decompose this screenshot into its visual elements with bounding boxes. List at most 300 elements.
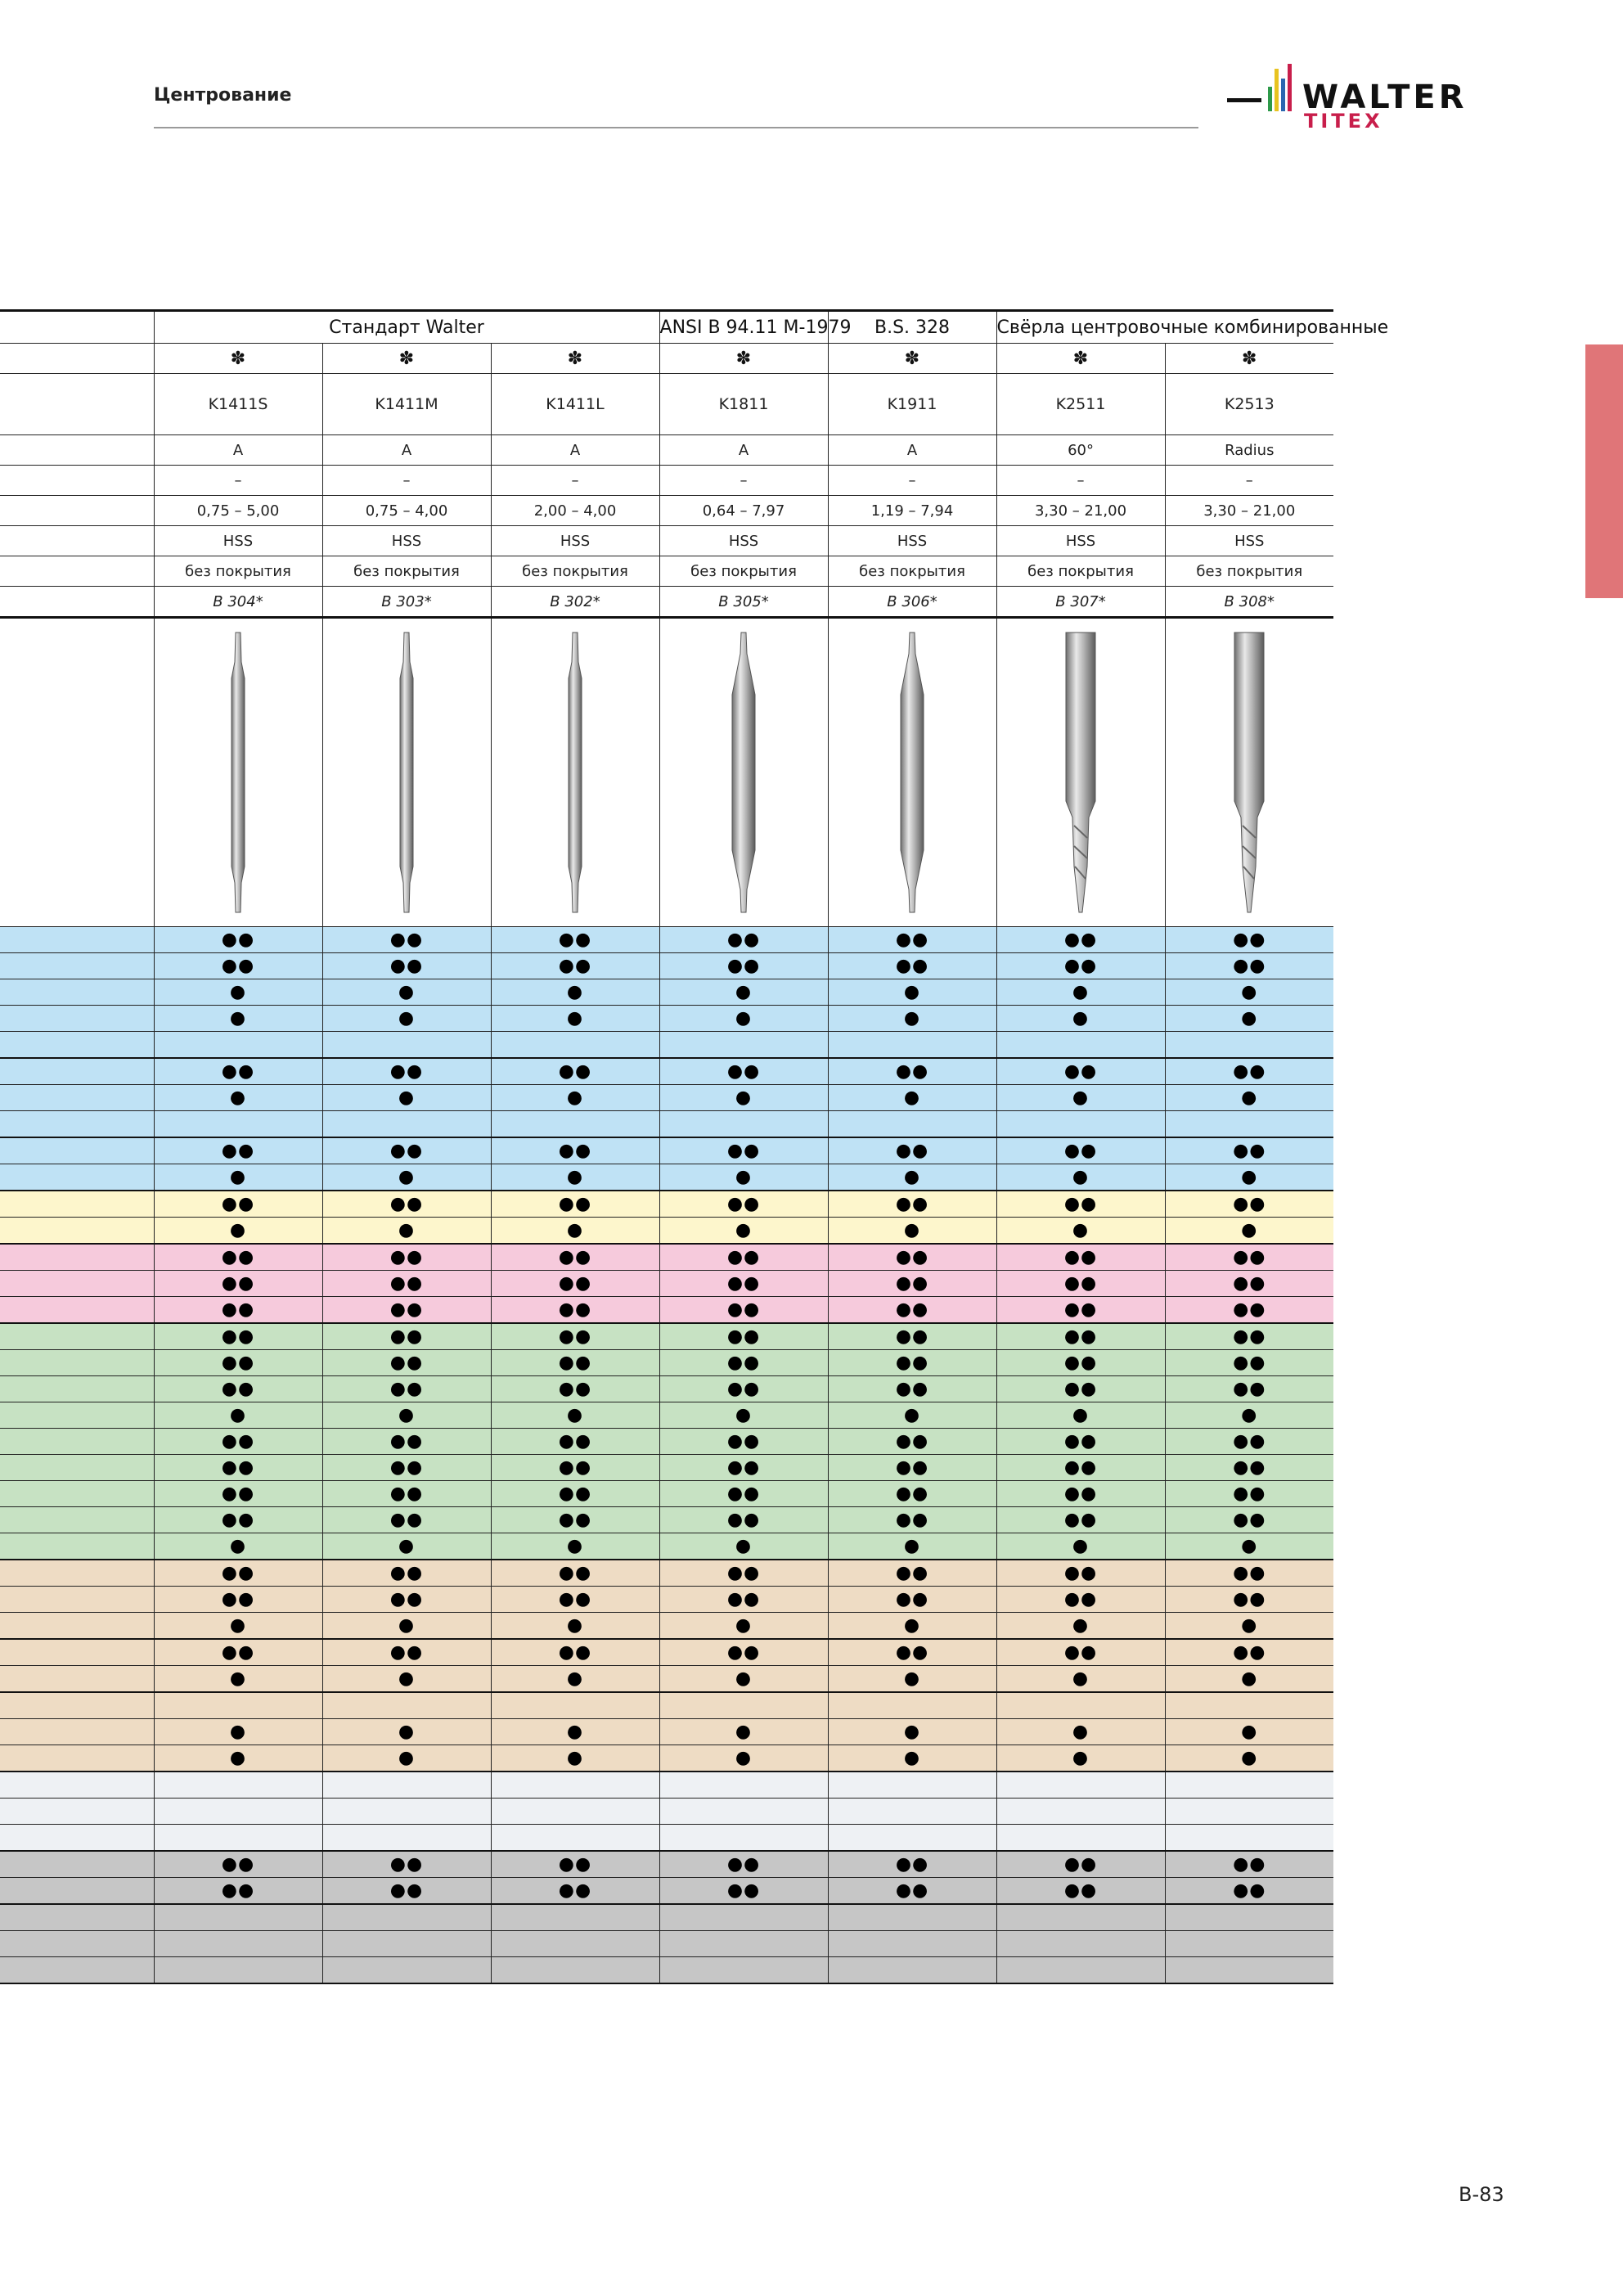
row-label-cell xyxy=(0,979,154,1006)
suitability-rating: ●● xyxy=(154,1376,322,1402)
suitability-rating xyxy=(1165,1799,1333,1825)
suitability-rating: ●● xyxy=(996,1560,1165,1587)
suitability-rating: ● xyxy=(491,1085,659,1111)
suitability-rating: ●● xyxy=(154,1191,322,1218)
suitability-rating: ●● xyxy=(1165,1271,1333,1297)
material-suitability-row xyxy=(0,1851,1333,1878)
row-label-cell xyxy=(0,1323,154,1350)
suitability-rating: ●● xyxy=(828,927,996,953)
row-label-cell xyxy=(0,1164,154,1191)
coating-row xyxy=(0,556,1333,587)
suitability-rating xyxy=(1165,1111,1333,1138)
tool-type-symbol-icon: ✽ xyxy=(735,348,752,369)
suitability-rating: ● xyxy=(322,1085,491,1111)
suitability-rating: ● xyxy=(491,1218,659,1245)
suitability-rating: ● xyxy=(828,1745,996,1772)
row-label-cell xyxy=(0,1006,154,1032)
suitability-rating: ●● xyxy=(828,1271,996,1297)
suitability-rating: ●● xyxy=(659,1058,828,1085)
suitability-rating: ●● xyxy=(491,1297,659,1324)
suitability-rating: ●● xyxy=(322,1297,491,1324)
suitability-rating: ●● xyxy=(154,1639,322,1666)
suitability-rating: ● xyxy=(1165,1533,1333,1560)
group-ansi: ANSI B 94.11 M-1979 xyxy=(659,311,828,344)
suitability-rating: ● xyxy=(996,1085,1165,1111)
page-number: B-83 xyxy=(1459,2183,1504,2206)
suitability-rating xyxy=(996,1032,1165,1059)
suitability-rating: ●● xyxy=(1165,1429,1333,1455)
step-drill-image xyxy=(1056,629,1105,916)
suitability-rating: ● xyxy=(322,1613,491,1640)
tool-material: HSS xyxy=(996,526,1165,556)
suitability-rating xyxy=(491,1825,659,1852)
material-suitability-row xyxy=(0,1058,1333,1085)
suitability-rating xyxy=(996,1957,1165,1984)
suitability-rating xyxy=(828,1825,996,1852)
suitability-rating: ●● xyxy=(322,927,491,953)
tool-type-symbol-cell xyxy=(322,344,491,374)
tool-type-symbol-cell xyxy=(491,344,659,374)
suitability-rating: ● xyxy=(659,1402,828,1429)
suitability-rating: ●● xyxy=(1165,953,1333,979)
suitability-rating: ●● xyxy=(659,1560,828,1587)
row-label-cell xyxy=(0,496,154,526)
row-label-cell xyxy=(0,466,154,496)
suitability-rating: ●● xyxy=(996,1481,1165,1507)
suitability-rating: ● xyxy=(996,1006,1165,1032)
suitability-rating: ●● xyxy=(322,1507,491,1533)
suitability-rating: ●● xyxy=(491,1455,659,1481)
suitability-rating: ● xyxy=(828,1533,996,1560)
suitability-rating: ● xyxy=(996,1666,1165,1693)
form-value: A xyxy=(828,435,996,466)
suitability-rating: ● xyxy=(322,979,491,1006)
row-label-cell xyxy=(0,1507,154,1533)
suitability-rating: ●● xyxy=(659,1587,828,1613)
row-label-cell xyxy=(0,311,154,344)
suitability-rating: ●● xyxy=(491,1137,659,1164)
suitability-rating: ●● xyxy=(1165,1137,1333,1164)
row-label-cell xyxy=(0,1376,154,1402)
row-label-cell xyxy=(0,1560,154,1587)
suitability-rating: ●● xyxy=(322,1271,491,1297)
suitability-rating: ● xyxy=(659,1719,828,1745)
suitability-rating: ●● xyxy=(996,953,1165,979)
walter-titex-logo xyxy=(1227,59,1505,133)
row-label-cell xyxy=(0,1085,154,1111)
suitability-rating xyxy=(996,1692,1165,1719)
tool-symbol-row xyxy=(0,344,1333,374)
row-label-cell xyxy=(0,1639,154,1666)
suitability-rating xyxy=(996,1825,1165,1852)
suitability-rating xyxy=(491,1799,659,1825)
material-suitability-row xyxy=(0,1006,1333,1032)
form-value: A xyxy=(154,435,322,466)
suitability-rating: ●● xyxy=(322,953,491,979)
suitability-rating: ●● xyxy=(659,1639,828,1666)
tool-image-cell xyxy=(996,618,1165,927)
tool-material: HSS xyxy=(154,526,322,556)
suitability-rating: ● xyxy=(491,1613,659,1640)
suitability-rating: ● xyxy=(828,1164,996,1191)
row-label-cell xyxy=(0,1402,154,1429)
suitability-rating: ●● xyxy=(1165,1455,1333,1481)
suitability-rating: ●● xyxy=(828,1481,996,1507)
suitability-rating xyxy=(659,1825,828,1852)
group-combined-center-drills: Свёрла центровочные комбинированные xyxy=(996,311,1333,344)
coating: без покрытия xyxy=(1165,556,1333,587)
suitability-rating xyxy=(659,1799,828,1825)
suitability-rating: ● xyxy=(828,1613,996,1640)
suitability-rating: ●● xyxy=(659,1137,828,1164)
suitability-rating: ●● xyxy=(491,1244,659,1271)
suitability-rating: ●● xyxy=(322,1560,491,1587)
suitability-rating: ●● xyxy=(154,1058,322,1085)
tool-type-symbol-cell xyxy=(996,344,1165,374)
suitability-rating: ●● xyxy=(491,1560,659,1587)
suitability-rating: ●● xyxy=(1165,1507,1333,1533)
suitability-rating: ● xyxy=(659,979,828,1006)
suitability-rating: ● xyxy=(1165,1666,1333,1693)
tool-type-symbol-icon: ✽ xyxy=(904,348,920,369)
coating: без покрытия xyxy=(322,556,491,587)
suitability-rating: ●● xyxy=(996,1851,1165,1878)
row-label-cell xyxy=(0,556,154,587)
row-label-cell xyxy=(0,1058,154,1085)
suitability-rating xyxy=(659,1931,828,1957)
coating: без покрытия xyxy=(659,556,828,587)
material-suitability-row xyxy=(0,1799,1333,1825)
suitability-rating xyxy=(996,1904,1165,1931)
suitability-rating: ● xyxy=(322,1719,491,1745)
suitability-rating: ●● xyxy=(154,1851,322,1878)
material-suitability-row xyxy=(0,1323,1333,1350)
suitability-rating xyxy=(154,1799,322,1825)
suitability-rating: ●● xyxy=(1165,1481,1333,1507)
tool-type-symbol-icon: ✽ xyxy=(398,348,415,369)
suitability-rating: ●● xyxy=(659,1455,828,1481)
suitability-rating: ●● xyxy=(659,1429,828,1455)
suitability-rating: ●● xyxy=(828,1191,996,1218)
suitability-rating xyxy=(828,1111,996,1138)
suitability-rating xyxy=(322,1772,491,1799)
type-code: K1811 xyxy=(659,374,828,435)
row-label-cell xyxy=(0,1931,154,1957)
suitability-rating xyxy=(154,1957,322,1984)
suitability-rating: ● xyxy=(322,1666,491,1693)
row-label-cell xyxy=(0,1666,154,1693)
material-suitability-row xyxy=(0,1745,1333,1772)
suitability-rating: ● xyxy=(491,1006,659,1032)
suitability-rating xyxy=(491,1957,659,1984)
suitability-rating xyxy=(154,1032,322,1059)
suitability-rating: ●● xyxy=(491,1323,659,1350)
section-tab-marker xyxy=(1585,344,1623,598)
row-label-cell xyxy=(0,1745,154,1772)
suitability-rating: ● xyxy=(154,1613,322,1640)
suitability-rating: ● xyxy=(1165,1613,1333,1640)
suitability-rating xyxy=(659,1904,828,1931)
suitability-rating: ●● xyxy=(996,1878,1165,1905)
suitability-rating: ●● xyxy=(828,1587,996,1613)
suitability-rating: ●● xyxy=(154,1560,322,1587)
form-value: A xyxy=(491,435,659,466)
diameter-range: 3,30 – 21,00 xyxy=(1165,496,1333,526)
suitability-rating xyxy=(322,1032,491,1059)
suitability-rating: ● xyxy=(491,1533,659,1560)
center-drill-wide-image xyxy=(719,629,768,916)
suitability-rating xyxy=(322,1111,491,1138)
diameter-range: 3,30 – 21,00 xyxy=(996,496,1165,526)
tool-type-symbol-icon: ✽ xyxy=(230,348,246,369)
row-label-cell xyxy=(0,526,154,556)
row-label-cell xyxy=(0,1587,154,1613)
suitability-rating: ●● xyxy=(322,1639,491,1666)
suitability-rating xyxy=(154,1904,322,1931)
suitability-rating: ●● xyxy=(322,1350,491,1376)
suitability-rating: ●● xyxy=(659,1191,828,1218)
suitability-rating: ● xyxy=(659,1006,828,1032)
suitability-rating: ●● xyxy=(828,1376,996,1402)
suitability-rating: ●● xyxy=(491,953,659,979)
suitability-rating: ●● xyxy=(659,1297,828,1324)
material-suitability-row xyxy=(0,1085,1333,1111)
material-suitability-row xyxy=(0,1587,1333,1613)
catalog-page-ref: B 308* xyxy=(1165,587,1333,618)
tool-image-row xyxy=(0,618,1333,927)
suitability-rating: ●● xyxy=(659,1271,828,1297)
suitability-rating xyxy=(154,1825,322,1852)
suitability-rating: ●● xyxy=(1165,1350,1333,1376)
suitability-rating: ●● xyxy=(491,1878,659,1905)
suitability-rating: ● xyxy=(154,1164,322,1191)
suitability-rating: ● xyxy=(154,1402,322,1429)
material-suitability-row xyxy=(0,1164,1333,1191)
suitability-rating: ● xyxy=(154,1085,322,1111)
suitability-rating: ●● xyxy=(828,1244,996,1271)
suitability-rating: ●● xyxy=(154,1429,322,1455)
suitability-rating xyxy=(322,1799,491,1825)
tool-type-symbol-cell xyxy=(154,344,322,374)
diameter-range: 0,64 – 7,97 xyxy=(659,496,828,526)
suitability-rating: ●● xyxy=(828,1851,996,1878)
coating: без покрытия xyxy=(996,556,1165,587)
suitability-rating: ●● xyxy=(491,1587,659,1613)
type-code: K2511 xyxy=(996,374,1165,435)
suitability-rating: ●● xyxy=(996,1244,1165,1271)
material-suitability-row xyxy=(0,1560,1333,1587)
row-label-cell xyxy=(0,587,154,618)
suitability-rating: ● xyxy=(491,1719,659,1745)
tool-material: HSS xyxy=(828,526,996,556)
suitability-rating: ● xyxy=(828,1085,996,1111)
suitability-rating: ●● xyxy=(322,1058,491,1085)
form-value: A xyxy=(322,435,491,466)
suitability-rating: ● xyxy=(659,1745,828,1772)
tool-type-symbol-cell xyxy=(828,344,996,374)
suitability-rating xyxy=(828,1931,996,1957)
material-suitability-row xyxy=(0,1350,1333,1376)
suitability-rating: ●● xyxy=(996,1429,1165,1455)
material-suitability-row xyxy=(0,1772,1333,1799)
suitability-rating xyxy=(659,1692,828,1719)
dash-value: – xyxy=(1165,466,1333,496)
suitability-rating: ● xyxy=(322,1218,491,1245)
row-label-cell xyxy=(0,1878,154,1905)
suitability-rating: ● xyxy=(1165,1218,1333,1245)
suitability-rating xyxy=(996,1772,1165,1799)
suitability-rating: ●● xyxy=(996,1137,1165,1164)
row-label-cell xyxy=(0,1851,154,1878)
suitability-rating: ●● xyxy=(828,953,996,979)
material-suitability-row xyxy=(0,1533,1333,1560)
suitability-rating: ● xyxy=(491,1164,659,1191)
suitability-rating: ●● xyxy=(996,927,1165,953)
suitability-rating xyxy=(659,1032,828,1059)
row-label-cell xyxy=(0,344,154,374)
material-suitability-row xyxy=(0,1481,1333,1507)
suitability-rating xyxy=(1165,1904,1333,1931)
suitability-rating xyxy=(491,1772,659,1799)
suitability-rating xyxy=(659,1772,828,1799)
tool-material: HSS xyxy=(491,526,659,556)
catalog-page-ref: B 305* xyxy=(659,587,828,618)
row-label-cell xyxy=(0,1533,154,1560)
center-drill-wide-image xyxy=(888,629,937,916)
row-label-cell xyxy=(0,1719,154,1745)
suitability-rating: ●● xyxy=(1165,1851,1333,1878)
tool-image-cell xyxy=(659,618,828,927)
material-row xyxy=(0,526,1333,556)
suitability-rating: ●● xyxy=(322,1376,491,1402)
suitability-rating: ● xyxy=(154,1745,322,1772)
suitability-rating: ●● xyxy=(154,1244,322,1271)
suitability-rating: ●● xyxy=(154,1323,322,1350)
suitability-rating: ● xyxy=(996,1218,1165,1245)
dash-value: – xyxy=(659,466,828,496)
suitability-rating: ● xyxy=(828,1218,996,1245)
suitability-rating: ●● xyxy=(659,1878,828,1905)
suitability-rating xyxy=(828,1772,996,1799)
suitability-rating: ●● xyxy=(154,1587,322,1613)
suitability-rating xyxy=(322,1931,491,1957)
row-label-cell xyxy=(0,1772,154,1799)
diameter-range: 1,19 – 7,94 xyxy=(828,496,996,526)
dash-value: – xyxy=(996,466,1165,496)
suitability-rating: ●● xyxy=(828,1429,996,1455)
suitability-rating: ● xyxy=(154,1533,322,1560)
suitability-rating: ●● xyxy=(828,1297,996,1324)
suitability-rating xyxy=(491,1032,659,1059)
suitability-rating: ●● xyxy=(491,1639,659,1666)
tool-material: HSS xyxy=(1165,526,1333,556)
row-label-cell xyxy=(0,1244,154,1271)
suitability-rating: ●● xyxy=(154,1297,322,1324)
material-suitability-row xyxy=(0,1402,1333,1429)
material-suitability-row xyxy=(0,1271,1333,1297)
suitability-rating xyxy=(996,1111,1165,1138)
row-label-cell xyxy=(0,1271,154,1297)
suitability-rating: ● xyxy=(828,1719,996,1745)
row-label-cell xyxy=(0,1692,154,1719)
tool-material: HSS xyxy=(659,526,828,556)
suitability-rating: ● xyxy=(828,979,996,1006)
suitability-rating: ● xyxy=(1165,1745,1333,1772)
suitability-rating: ●● xyxy=(828,1878,996,1905)
material-suitability-row xyxy=(0,1032,1333,1059)
suitability-rating: ●● xyxy=(659,953,828,979)
material-suitability-row xyxy=(0,1455,1333,1481)
type-code: K2513 xyxy=(1165,374,1333,435)
suitability-rating: ●● xyxy=(154,953,322,979)
material-suitability-row xyxy=(0,1719,1333,1745)
suitability-rating: ● xyxy=(1165,1402,1333,1429)
logo-titex-text: TITEX xyxy=(1304,110,1383,133)
catalog-page-ref: B 302* xyxy=(491,587,659,618)
suitability-rating: ●● xyxy=(996,1191,1165,1218)
row-label-cell xyxy=(0,1957,154,1984)
tool-type-symbol-cell xyxy=(1165,344,1333,374)
suitability-rating: ●● xyxy=(491,1507,659,1533)
center-drill-spec-table xyxy=(0,309,1389,1984)
suitability-rating xyxy=(491,1904,659,1931)
suitability-rating: ● xyxy=(322,1164,491,1191)
suitability-rating: ● xyxy=(659,1666,828,1693)
suitability-rating: ● xyxy=(996,1745,1165,1772)
material-suitability-row xyxy=(0,1297,1333,1324)
dash-row xyxy=(0,466,1333,496)
suitability-rating xyxy=(659,1111,828,1138)
suitability-rating: ● xyxy=(996,1719,1165,1745)
type-code: K1411M xyxy=(322,374,491,435)
suitability-rating xyxy=(1165,1931,1333,1957)
suitability-rating: ●● xyxy=(322,1481,491,1507)
suitability-rating: ●● xyxy=(828,1560,996,1587)
suitability-rating: ●● xyxy=(1165,1560,1333,1587)
suitability-rating: ● xyxy=(491,979,659,1006)
material-suitability-row xyxy=(0,1692,1333,1719)
suitability-rating: ●● xyxy=(659,1507,828,1533)
row-label-cell xyxy=(0,1297,154,1324)
suitability-rating: ●● xyxy=(491,1271,659,1297)
suitability-rating xyxy=(154,1772,322,1799)
material-suitability-row xyxy=(0,1244,1333,1271)
catalog-ref-row xyxy=(0,587,1333,618)
row-label-cell xyxy=(0,1429,154,1455)
tool-type-symbol-icon: ✽ xyxy=(1242,348,1257,369)
material-suitability-row xyxy=(0,1376,1333,1402)
suitability-rating: ●● xyxy=(1165,1297,1333,1324)
suitability-rating: ●● xyxy=(1165,1244,1333,1271)
suitability-rating xyxy=(491,1692,659,1719)
diameter-range: 0,75 – 5,00 xyxy=(154,496,322,526)
row-label-cell xyxy=(0,1613,154,1640)
suitability-rating: ●● xyxy=(659,1481,828,1507)
suitability-rating xyxy=(659,1957,828,1984)
suitability-rating: ● xyxy=(1165,1719,1333,1745)
suitability-rating xyxy=(828,1692,996,1719)
header-divider xyxy=(154,127,1198,128)
suitability-rating: ●● xyxy=(828,1639,996,1666)
suitability-rating: ●● xyxy=(996,1323,1165,1350)
material-suitability-row xyxy=(0,1191,1333,1218)
suitability-rating: ● xyxy=(828,1666,996,1693)
suitability-rating: ● xyxy=(996,1613,1165,1640)
suitability-rating xyxy=(491,1931,659,1957)
suitability-rating: ●● xyxy=(154,1481,322,1507)
material-suitability-row xyxy=(0,979,1333,1006)
material-suitability-row xyxy=(0,1878,1333,1905)
